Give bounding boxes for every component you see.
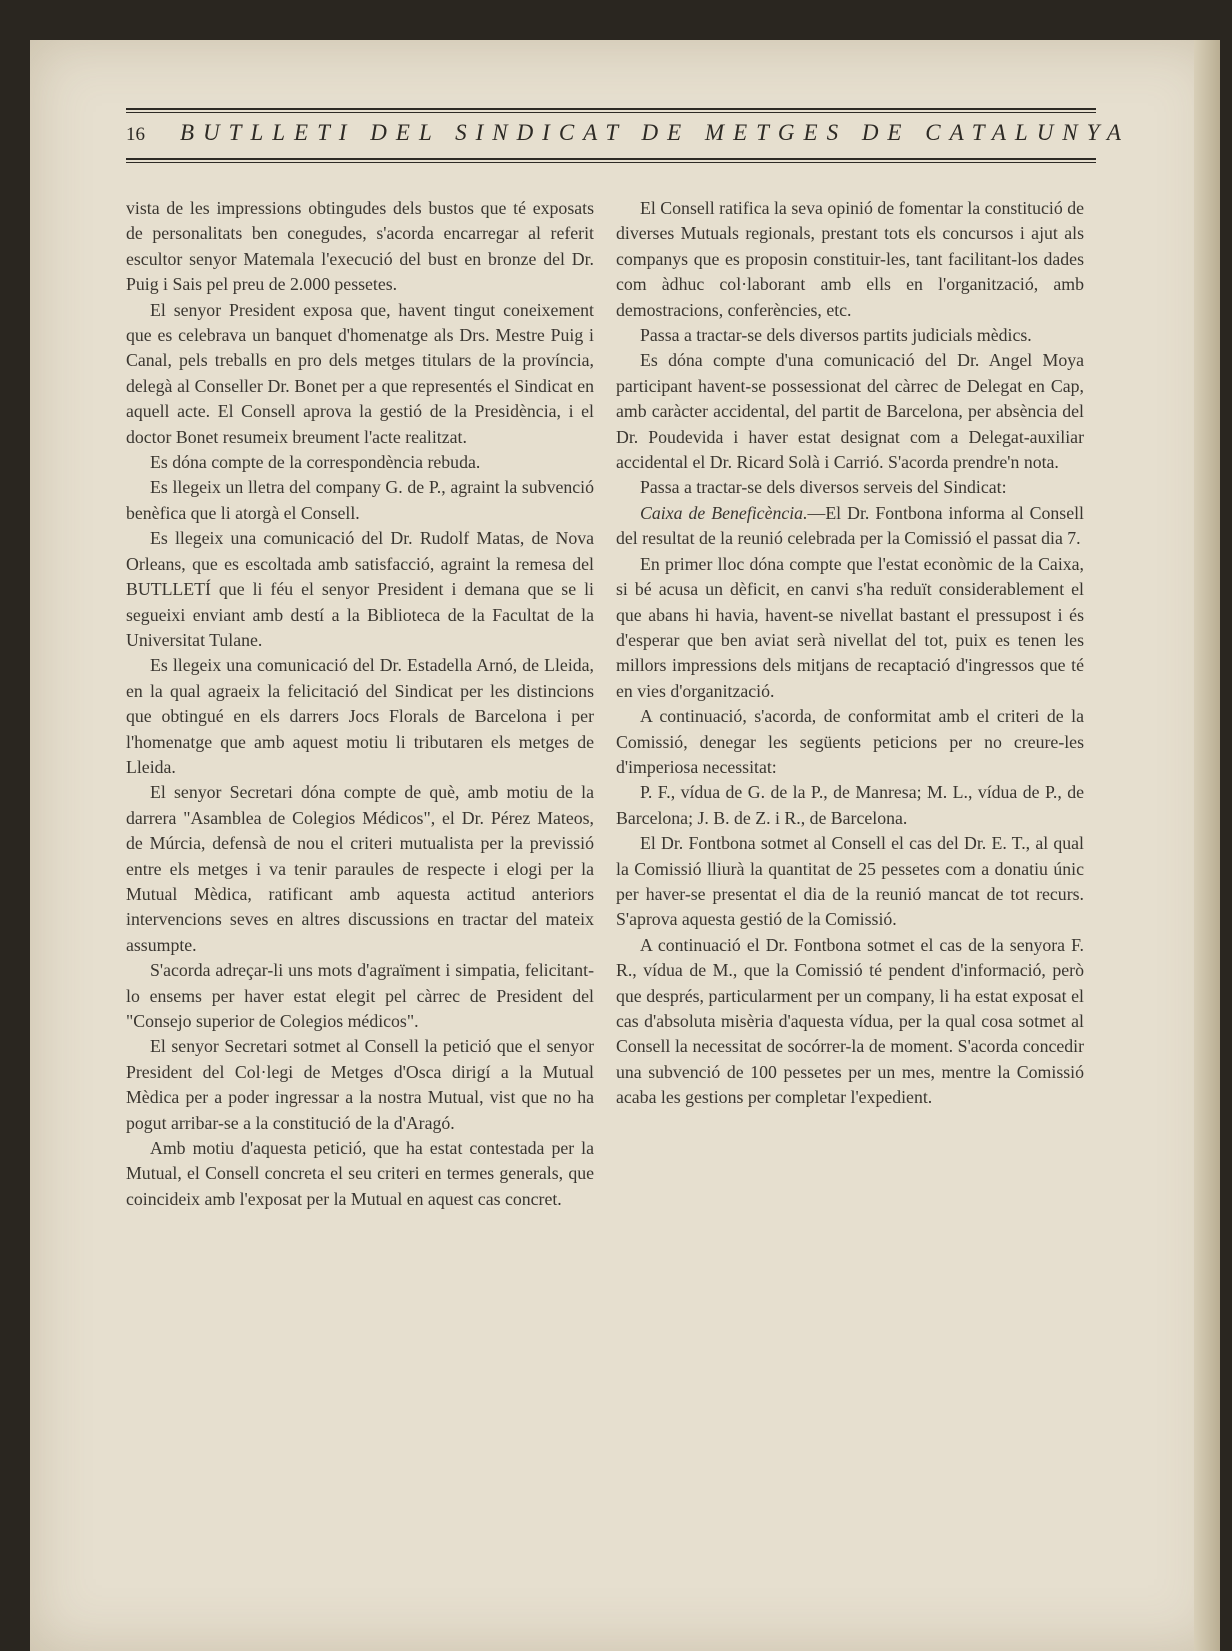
section-paragraph — [616, 501, 1084, 552]
running-header — [126, 70, 1130, 166]
running-title: BUTLLETI DEL SINDICAT DE METGES DE CATALUNYA — [180, 120, 1130, 145]
page-edge — [1194, 40, 1220, 1651]
header-rule-bottom-thin — [126, 162, 1096, 163]
paragraph: Es dóna compte de la correspondència rebuda. — [150, 452, 481, 473]
paragraph: P. F., vídua de G. de la P., de Manresa; M. L., vídua de P., de Barcelona; J. B. de Z. i R., de Barcelona. — [616, 782, 1084, 828]
paragraph: Amb motiu d'aquesta petició, que ha estat contestada per la Mutual, el Consell concreta el seu criteri en termes generals, que coincideix amb l'exposat per la Mutual en aquest cas concret. — [126, 1138, 594, 1209]
paragraph: Es dóna compte d'una comunicació del Dr. Angel Moya participant havent-se possessionat del càrrec de Delegat en Cap, amb caràcter accidental, del partit de Barcelona, per absència del Dr. Poudevida i haver estat designat com a Delegat-auxiliar accidental el Dr. Ricard Solà i Carrió. S'acorda prendre'n nota. — [616, 350, 1084, 473]
paragraph: Es llegeix un lletra del company G. de P., agraint la subvenció benèfica que li atorgà el Consell. — [126, 477, 594, 523]
paragraph: Passa a tractar-se dels diversos serveis del Sindicat: — [640, 477, 1007, 498]
paragraph: En primer lloc dóna compte que l'estat econòmic de la Caixa, si bé acusa un dèficit, en canvi s'ha reduït considerablement el que abans hi havia, havent-se nivellat bastant el pressupost i és d'esperar que ben aviat serà nivellat del tot, puix es tenen les millors impressions dels mitjans de recaptació d'ingressos que té en vies d'organització. — [616, 553, 1084, 701]
paragraph: El Dr. Fontbona sotmet al Consell el cas del Dr. E. T., al qual la Comissió lliurà la quantitat de 25 pessetes com a donatiu únic per haver-se presentat el dia de la reunió mancat de tot recurs. S'aprova aquesta gestió de la Comissió. — [616, 833, 1084, 930]
paragraph: El senyor Secretari dóna compte de què, amb motiu de la darrera "Asamblea de Colegios Médicos", el Dr. Pérez Mateos, de Múrcia, defensà de nou el criteri mutualista per la previssió entre els metges i va tenir paraules de respecte i elogi per la Mutual Mèdica, ratificant amb aquesta actitud anteriors intervencions seves en altres discussions en tractar del mateix assumpte. — [126, 782, 594, 955]
paragraph: vista de les impressions obtingudes dels bustos que té exposats de personalitats ben conegudes, s'acorda encarregar al referit escultor senyor Matemala l'execució del bust en bronze del Dr. Puig i Sais pel preu de 2.000 pessetes. — [126, 198, 594, 295]
right-column — [616, 196, 1084, 1111]
paragraph: Passa a tractar-se dels diversos partits judicials mèdics. — [640, 325, 1032, 346]
paragraph: A continuació el Dr. Fontbona sotmet el cas de la senyora F. R., vídua de M., que la Comissió té pendent d'informació, però que després, particularment per un company, li ha estat exposat el cas d'absoluta misèria d'aquesta vídua, per la qual cosa sotmet al Consell la necessitat de socórrer-la de moment. S'acorda concedir una subvenció de 100 pessetes per un mes, mentre la Comissió acaba les gestions per completar l'expedient. — [616, 934, 1084, 1108]
header-rule-top — [126, 108, 1096, 110]
paragraph: A continuació, s'acorda, de conformitat amb el criteri de la Comissió, denegar les següents peticions per no creure-les d'imperiosa necessitat: — [616, 706, 1084, 777]
page-number: 16 — [126, 124, 145, 145]
header-rule-bottom — [126, 158, 1096, 160]
paragraph: El senyor President exposa que, havent tingut coneixement que es celebrava un banquet d'homenatge als Drs. Mestre Puig i Canal, pels treballs en pro dels metges titulars de la província, delegà al Conseller Dr. Bonet per a que representés el Sindicat en aquell acte. El Consell aprova la gestió de la Presidència, i el doctor Bonet resumeix breument l'acte realitzat. — [126, 299, 594, 447]
header-rule-top-thin — [126, 112, 1096, 113]
paragraph: El senyor Secretari sotmet al Consell la petició que el senyor President del Col·legi de Metges d'Osca dirigí a la Mutual Mèdica per a poder ingressar a la nostra Mutual, vist que no ha pogut arribar-se a la constitució de la d'Aragó. — [126, 1036, 594, 1133]
left-column — [126, 196, 594, 1212]
paragraph: Es llegeix una comunicació del Dr. Rudolf Matas, de Nova Orleans, que es escoltada amb satisfacció, agraint la remesa del BUTLLETÍ que li féu el senyor President i demana que se li segueixi enviant amb destí a la Biblioteca de la Facultat de la Universitat Tulane. — [126, 528, 594, 650]
section-text: —El Dr. Fontbona informa al Consell del resultat de la reunió celebrada per la Comissió el passat dia 7. — [616, 502, 1084, 549]
paragraph: S'acorda adreçar-li uns mots d'agraïment i simpatia, felicitant-lo ensems per haver estat elegit pel càrrec de President del "Consejo superior de Colegios médicos". — [126, 960, 594, 1031]
paragraph: Es llegeix una comunicació del Dr. Estadella Arnó, de Lleida, en la qual agraeix la felicitació del Sindicat per les distincions que obtingué en els darrers Jocs Florals de Barcelona i per l'homenatge que amb aquest motiu li tributaren els metges de Lleida. — [126, 655, 594, 777]
section-lead: Caixa de Beneficència. — [640, 502, 808, 523]
paragraph: El Consell ratifica la seva opinió de fomentar la constitució de diverses Mutuals regionals, prestant tots els concursos i ajut als companys que es proposin constituir-les, tant facilitant-los dades com àdhuc col·laborant amb ells en l'organització, amb demostracions, conferències, etc. — [616, 198, 1084, 320]
